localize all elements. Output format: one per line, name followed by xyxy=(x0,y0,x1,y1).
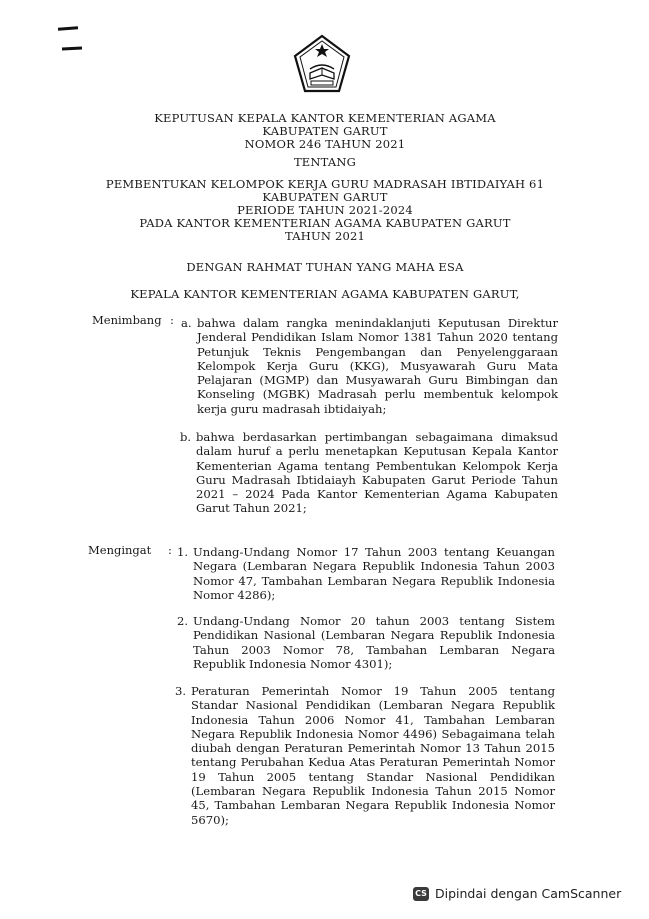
official-title: KEPALA KANTOR KEMENTERIAN AGAMA KABUPATEN GARUT, xyxy=(130,287,520,301)
item-marker: 1. xyxy=(177,545,189,559)
menimbang-colon: : xyxy=(170,313,174,327)
menimbang-item-a: bahwa dalam rangka menindaklanjuti Keputusan Direktur Jenderal Pendidikan Islam Nomor 1381 Tahun 2020 tentang Petunjuk Teknis Pengembangan dan Penyelenggaraan Kelompok Kerja Guru (KKG), Musyawarah Guru Mata Pelajaran (MGMP) dan Musyawarah Guru Bimbingan dan Konseling (MGBK) Madrasah perlu membentuk kelompok kerja guru madrasah ibtidaiyah; xyxy=(197,316,558,416)
item-marker: b. xyxy=(180,430,192,444)
subject-line: PADA KANTOR KEMENTERIAN AGAMA KABUPATEN GARUT xyxy=(139,216,511,230)
scan-mark xyxy=(58,26,78,30)
tentang-heading: TENTANG xyxy=(293,155,357,169)
item-marker: 2. xyxy=(177,614,189,628)
mengingat-item-3: Peraturan Pemerintah Nomor 19 Tahun 2005 tentang Standar Nasional Pendidikan (Lembaran Negara Republik Indonesia Tahun 2006 Nomor 41, Tambahan Lembaran Negara Republik Indonesia Nomor 4496) Sebagaimana telah diubah dengan Peraturan Pemerintah Nomor 13 Tahun 2015 tentang Perubahan Kedua Atas Peraturan Pemerintah Nomor 19 Tahun 2005 tentang Standar Nasional Pendidikan (Lembaran Negara Republik Indonesia Tahun 2015 Nomor 45, Tambahan Lembaran Negara Republik Indonesia Nomor 5670); xyxy=(191,684,555,827)
menimbang-label: Menimbang xyxy=(92,313,162,327)
camscanner-watermark: Dipindai dengan CamScanner xyxy=(435,886,622,901)
subject-line: PERIODE TAHUN 2021-2024 xyxy=(237,203,413,217)
decree-subject xyxy=(80,178,570,243)
decree-number: NOMOR 246 TAHUN 2021 xyxy=(244,137,406,151)
subject-line: KABUPATEN GARUT xyxy=(262,190,388,204)
mengingat-item-2: Undang-Undang Nomor 20 tahun 2003 tentang Sistem Pendidikan Nasional (Lembaran Negara Republik Indonesia Tahun 2003 Nomor 78, Tambahan Lembaran Negara Republik Indonesia Nomor 4301); xyxy=(193,614,555,671)
mengingat-item-1: Undang-Undang Nomor 17 Tahun 2003 tentang Keuangan Negara (Lembaran Negara Republik Indonesia Tahun 2003 Nomor 47, Tambahan Lembaran Negara Republik Indonesia Nomor 4286); xyxy=(193,545,555,602)
mengingat-label: Mengingat xyxy=(88,543,152,557)
item-marker: a. xyxy=(181,316,192,330)
subject-line: TAHUN 2021 xyxy=(284,229,366,243)
decree-title-line: KABUPATEN GARUT xyxy=(262,124,388,138)
decree-title xyxy=(80,112,570,151)
mengingat-colon: : xyxy=(168,543,172,557)
menimbang-item-b: bahwa berdasarkan pertimbangan sebagaimana dimaksud dalam huruf a perlu menetapkan Keputusan Kepala Kantor Kementerian Agama tentang Pembentukan Kelompok Kerja Guru Madrasah Ibtidaiayh Kabupaten Garut Periode Tahun 2021 – 2024 Pada Kantor Kementerian Agama Kabupaten Garut Tahun 2021; xyxy=(196,430,558,516)
invocation: DENGAN RAHMAT TUHAN YANG MAHA ESA xyxy=(186,260,464,274)
camscanner-logo-icon: CS xyxy=(413,887,429,901)
item-marker: 3. xyxy=(175,684,187,698)
scan-mark xyxy=(62,46,82,50)
subject-line: PEMBENTUKAN KELOMPOK KERJA GURU MADRASAH IBTIDAIYAH 61 xyxy=(105,177,545,191)
kemenag-emblem-icon xyxy=(292,33,352,97)
decree-title-line: KEPUTUSAN KEPALA KANTOR KEMENTERIAN AGAMA xyxy=(154,111,496,125)
